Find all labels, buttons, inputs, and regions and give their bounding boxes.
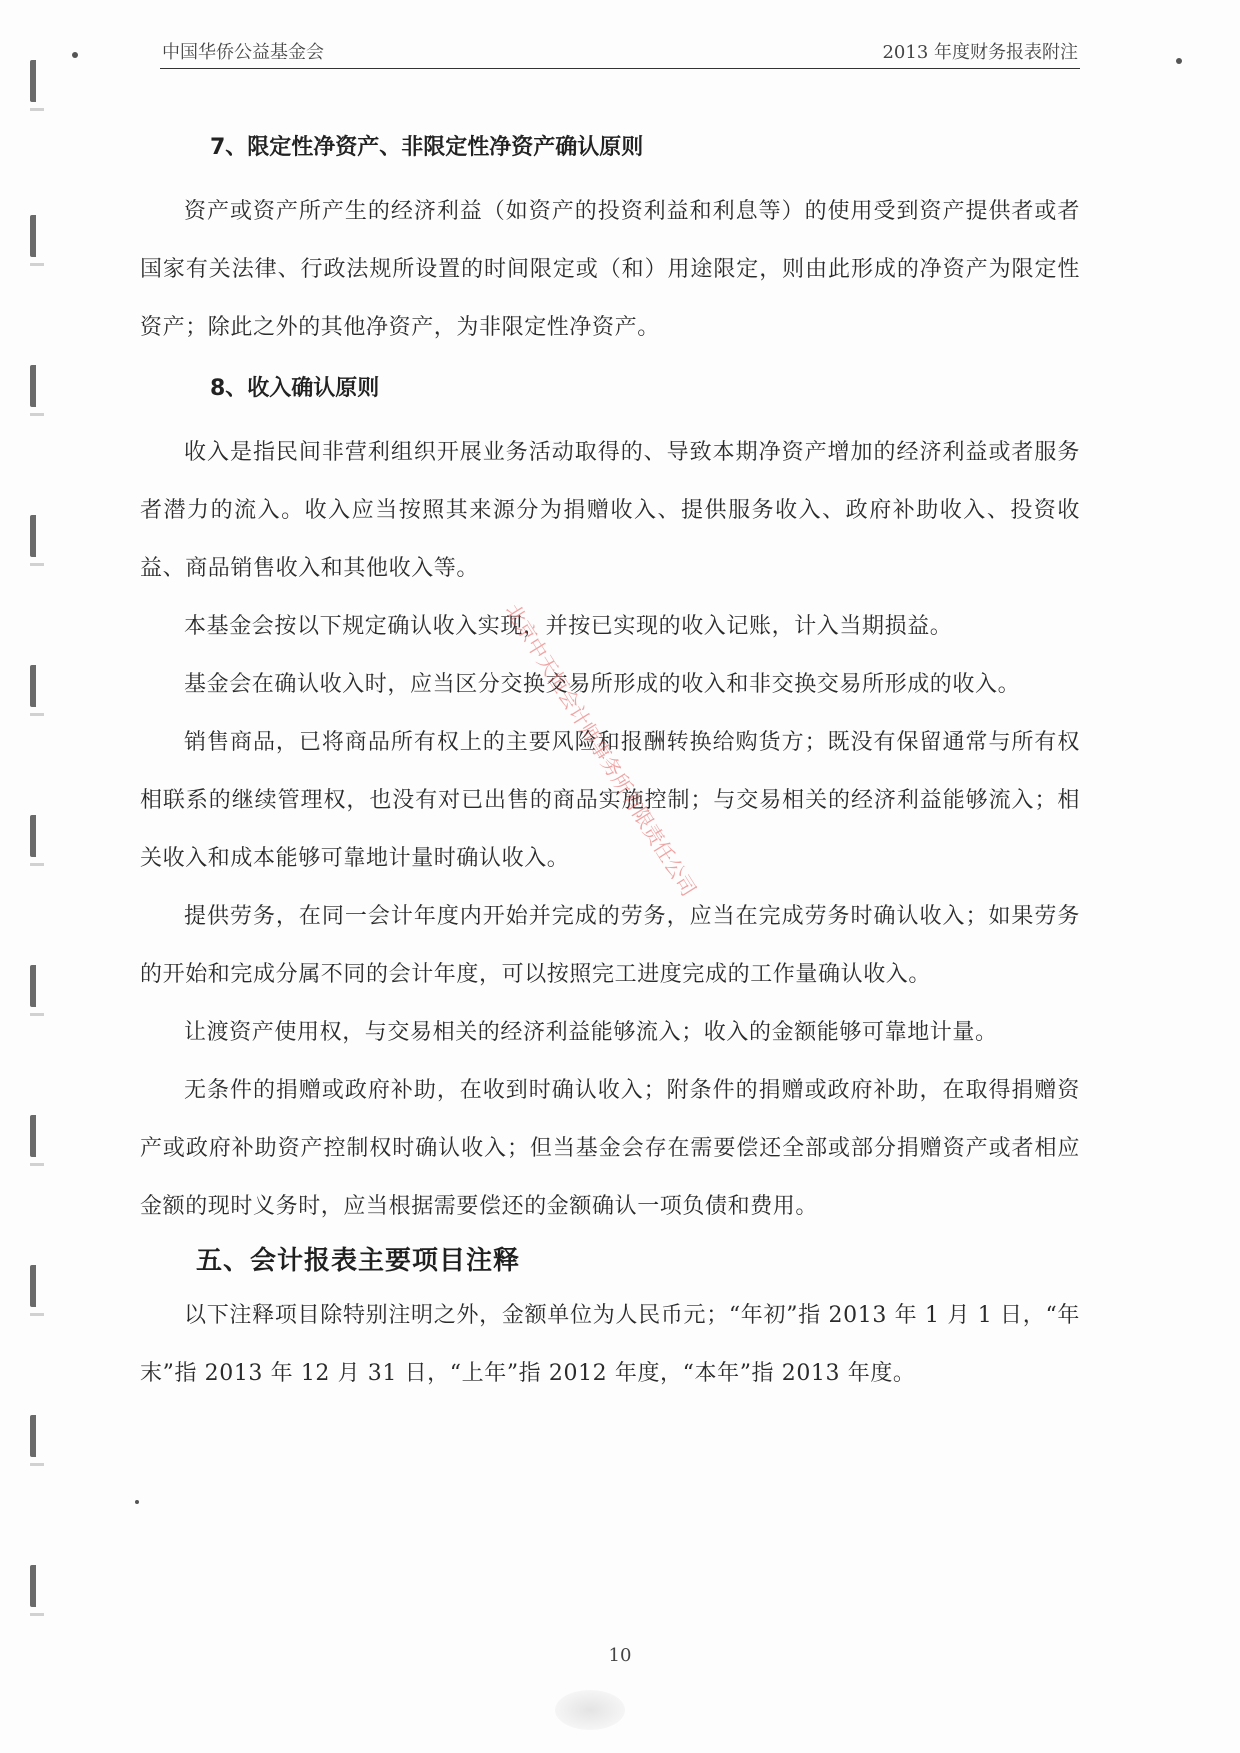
scan-dot xyxy=(135,1500,139,1504)
section-7-paragraph: 资产或资产所产生的经济利益（如资产的投资利益和利息等）的使用受到资产提供者或者国家有关法律、行政法规所设置的时间限定或（和）用途限定，则由此形成的净资产为限定性资产；除此之外的其他净资产，为非限定性净资产。 xyxy=(140,199,1080,340)
binder-mark xyxy=(30,1565,48,1607)
binder-mark xyxy=(30,60,48,102)
scan-dot xyxy=(72,52,78,58)
section-7-heading: 7、限定性净资产、非限定性净资产确认原则 xyxy=(210,135,644,160)
section-8-paragraph-3: 基金会在确认收入时，应当区分交换交易所形成的收入和非交换交易所形成的收入。 xyxy=(184,672,1021,697)
section-8-paragraph-7: 无条件的捐赠或政府补助，在收到时确认收入；附条件的捐赠或政府补助，在取得捐赠资产或政府补助资产控制权时确认收入；但当基金会存在需要偿还全部或部分捐赠资产或者相应金额的现时义务时，应当根据需要偿还的金额确认一项负债和费用。 xyxy=(140,1078,1080,1219)
scan-smudge xyxy=(555,1690,625,1730)
running-header xyxy=(160,38,1080,69)
section-5-heading: 五、会计报表主要项目注释 xyxy=(196,1246,521,1276)
section-8-paragraph-2: 本基金会按以下规定确认收入实现，并按已实现的收入记账，计入当期损益。 xyxy=(184,614,953,639)
section-8-paragraph-6: 让渡资产使用权，与交易相关的经济利益能够流入；收入的金额能够可靠地计量。 xyxy=(184,1020,998,1045)
binder-mark xyxy=(30,815,48,857)
header-organization: 中国华侨公益基金会 xyxy=(162,42,324,63)
binder-mark xyxy=(30,1265,48,1307)
section-8-paragraph-1: 收入是指民间非营利组织开展业务活动取得的、导致本期净资产增加的经济利益或者服务者潜力的流入。收入应当按照其来源分为捐赠收入、提供服务收入、政府补助收入、投资收益、商品销售收入和其他收入等。 xyxy=(140,440,1080,581)
section-8-paragraph-5: 提供劳务，在同一会计年度内开始并完成的劳务，应当在完成劳务时确认收入；如果劳务的开始和完成分属不同的会计年度，可以按照完工进度完成的工作量确认收入。 xyxy=(140,904,1080,987)
binder-mark xyxy=(30,365,48,407)
page-number: 10 xyxy=(608,1645,632,1666)
binder-mark xyxy=(30,215,48,257)
section-8-paragraph-4: 销售商品，已将商品所有权上的主要风险和报酬转换给购货方；既没有保留通常与所有权相联系的继续管理权，也没有对已出售的商品实施控制；与交易相关的经济利益能够流入；相关收入和成本能够可靠地计量时确认收入。 xyxy=(140,730,1080,871)
section-8-heading: 8、收入确认原则 xyxy=(210,376,380,401)
section-5-paragraph: 以下注释项目除特别注明之外，金额单位为人民币元；“年初”指 2013 年 1 月 1 日，“年末”指 2013 年 12 月 31 日，“上年”指 2012 年度，“本年”指 2013 年度。 xyxy=(140,1303,1080,1386)
binder-mark xyxy=(30,1415,48,1457)
scan-dot xyxy=(1176,58,1182,64)
document-body xyxy=(140,130,1080,1403)
binder-mark xyxy=(30,665,48,707)
binder-mark xyxy=(30,1115,48,1157)
binder-mark xyxy=(30,965,48,1007)
header-report-title: 2013 年度财务报表附注 xyxy=(882,42,1078,63)
auditor-seal-stamp: 北京中天恒会计师事务所有限责任公司 xyxy=(500,599,702,901)
binder-mark xyxy=(30,515,48,557)
